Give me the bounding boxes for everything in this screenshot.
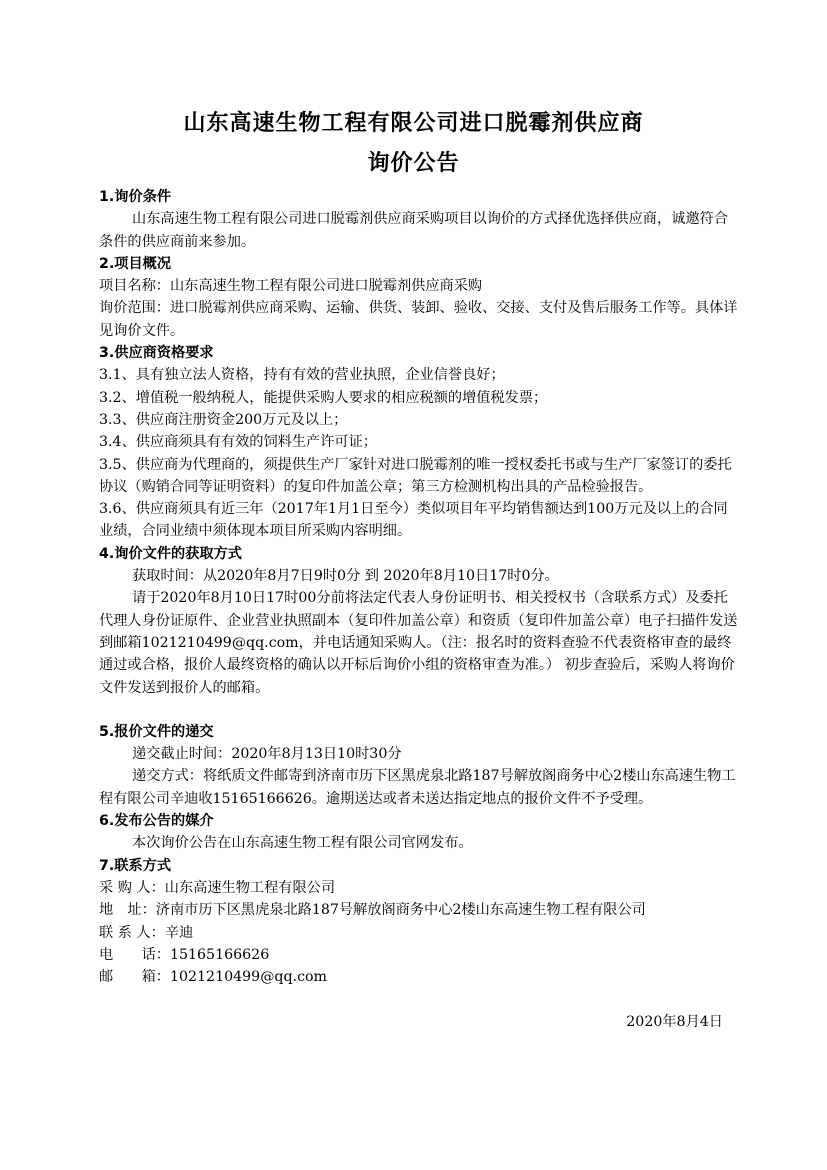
submission-method: 递交方式：将纸质文件邮寄到济南市历下区黑虎泉北路187号解放阁商务中心2楼山东高速生物工程有限公司辛迪收15165166626。逾期送达或者未送达指定地点的报价文件不予受理。 [99, 768, 736, 807]
contact-person: 联 系 人：辛迪 [99, 924, 194, 941]
section-heading-7: 7.联系方式 [99, 857, 172, 874]
section-1-paragraph: 山东高速生物工程有限公司进口脱霉剂供应商采购项目以询价的方式择优选择供应商，诚邀符合条件的供应商前来参加。 [99, 211, 728, 250]
spacer [99, 699, 739, 721]
qualification-item: 3.4、供应商须具有有效的饲料生产许可证； [99, 434, 377, 451]
contact-phone: 电 话：15165166626 [99, 946, 270, 963]
section-heading-1: 1.询价条件 [99, 189, 172, 205]
document-body [99, 186, 739, 988]
section-heading-5: 5.报价文件的递交 [99, 723, 214, 740]
qualification-item: 3.3、供应商注册资金200万元及以上； [99, 411, 348, 428]
contact-email: 邮 箱：1021210499@qq.com [99, 969, 328, 986]
document-title: 山东高速生物工程有限公司进口脱霉剂供应商 [183, 111, 644, 136]
inquiry-scope: 询价范围：进口脱霉剂供应商采购、运输、供货、装卸、验收、交接、支付及售后服务工作等。具体详见询价文件。 [99, 300, 738, 339]
section-heading-4: 4.询价文件的获取方式 [99, 545, 242, 562]
acquisition-time: 获取时间：从2020年8月7日9时0分 到 2020年8月10日17时0分。 [132, 568, 559, 585]
publication-media: 本次询价公告在山东高速生物工程有限公司官网发布。 [132, 835, 473, 852]
section-heading-2: 2.项目概况 [99, 255, 172, 272]
qualification-item: 3.6、供应商须具有近三年（2017年1月1日至今）类似项目年平均销售额达到100万元及以上的合同业绩，合同业绩中须体现本项目所采购内容明细。 [99, 501, 728, 540]
qualification-item: 3.5、供应商为代理商的，须提供生产厂家针对进口脱霉剂的唯一授权委托书或与生产厂家签订的委托协议（购销合同等证明资料）的复印件加盖公章；第三方检测机构出具的产品检验报告。 [99, 456, 732, 495]
submission-deadline: 递交截止时间：2020年8月13日10时30分 [132, 746, 402, 763]
announcement-date: 2020年8月4日 [626, 1014, 723, 1030]
contact-purchaser: 采 购 人：山东高速生物工程有限公司 [99, 879, 336, 896]
acquisition-instructions: 请于2020年8月10日17时00分前将法定代表人身份证明书、相关授权书（含联系方式）及委托代理人身份证原件、企业营业执照副本（复印件加盖公章）和资质（复印件加盖公章）电子扫描件发送到邮箱1021210499@qq.com，并电话通知采购人。（注：报名时的资料查验不代表资格审查的最终通过或合格，报价人最终资格的确认以开标后询价小组的资格审查为准。） 初步查验后，采购人将询价文件发送到报价人的邮箱。 [99, 590, 738, 696]
document-subtitle: 询价公告 [367, 151, 460, 176]
section-heading-3: 3.供应商资格要求 [99, 345, 214, 362]
qualification-item: 3.1、具有独立法人资格，持有有效的营业执照，企业信誉良好； [99, 367, 505, 384]
qualification-item: 3.2、增值税一般纳税人，能提供采购人要求的相应税额的增值税发票； [99, 389, 548, 406]
project-name: 项目名称：山东高速生物工程有限公司进口脱霉剂供应商采购 [99, 278, 483, 295]
contact-address: 地 址：济南市历下区黑虎泉北路187号解放阁商务中心2楼山东高速生物工程有限公司 [99, 902, 646, 919]
section-heading-6: 6.发布公告的媒介 [99, 813, 214, 830]
